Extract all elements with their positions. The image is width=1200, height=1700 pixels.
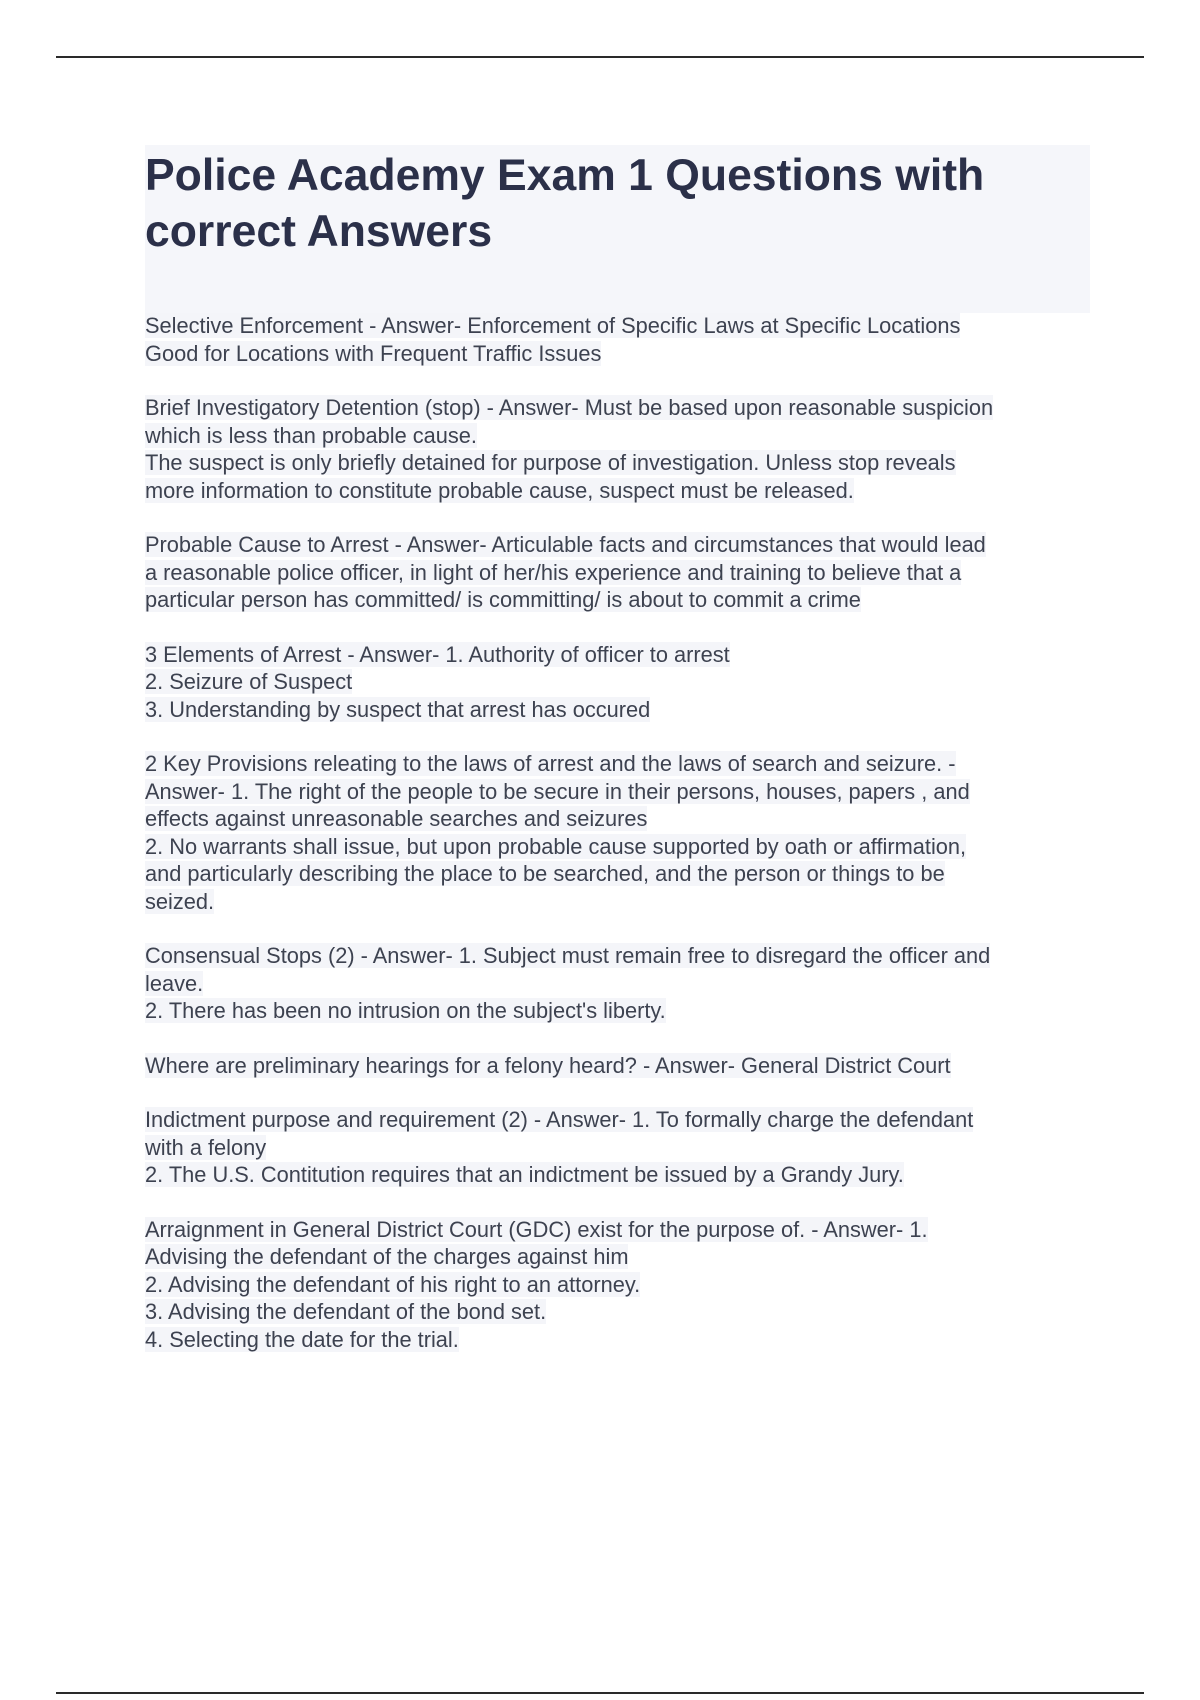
qa-line: Consensual Stops (2) - Answer- 1. Subject must remain free to disregard the officer and [145,943,991,968]
qa-card-preliminary-hearings [145,1052,1090,1080]
top-rule [56,56,1144,58]
bottom-rule [56,1692,1144,1694]
qa-line: more information to constitute probable cause, suspect must be released. [145,477,854,503]
qa-line: effects against unreasonable searches and seizures [145,806,648,831]
qa-line: 2 Key Provisions releating to the laws of arrest and the laws of search and seizure. - [145,751,956,776]
qa-line: Arraignment in General District Court (GDC) exist for the purpose of. - Answer- 1. [145,1216,928,1242]
qa-line: seized. [145,888,215,914]
qa-line: Brief Investigatory Detention (stop) - Answer- Must be based upon reasonable suspicion [145,395,994,420]
qa-line: and particularly describing the place to be searched, and the person or things to be [145,861,945,886]
qa-line: Good for Locations with Frequent Traffic Issues [145,340,602,366]
qa-card-indictment [145,1106,1090,1189]
qa-line: 2. There has been no intrusion on the subject's liberty. [145,998,666,1023]
title-line: correct Answers [145,207,493,256]
qa-line: 3. Advising the defendant of the bond set. [145,1299,547,1324]
qa-line: leave. [145,970,204,996]
qa-line: Where are preliminary hearings for a felony heard? - Answer- General District Court [145,1052,951,1078]
qa-card-probable-cause [145,531,1090,614]
qa-card-selective-enforcement [145,312,1090,367]
title-line: Police Academy Exam 1 Questions with [145,151,985,200]
qa-line: Advising the defendant of the charges against him [145,1244,629,1269]
qa-line: which is less than probable cause. [145,422,477,448]
qa-line: The suspect is only briefly detained for purpose of investigation. Unless stop reveals [145,450,956,475]
qa-line: Probable Cause to Arrest - Answer- Articulable facts and circumstances that would lead [145,532,986,557]
qa-line: with a felony [145,1134,267,1160]
document-title [145,145,1090,260]
qa-line: particular person has committed/ is committing/ is about to commit a crime [145,587,861,612]
qa-card-brief-detention [145,394,1090,504]
qa-line: a reasonable police officer, in light of her/his experience and training to believe that a [145,559,962,585]
qa-line: Selective Enforcement - Answer- Enforcement of Specific Laws at Specific Locations [145,313,961,338]
qa-card-consensual-stops [145,942,1090,1025]
qa-line: 2. No warrants shall issue, but upon probable cause supported by oath or affirmation, [145,833,967,859]
qa-line: 2. Seizure of Suspect [145,669,353,694]
title-block [145,145,1090,313]
qa-line: Answer- 1. The right of the people to be secure in their persons, houses, papers , and [145,778,970,804]
qa-list [145,312,1090,1380]
qa-card-elements-of-arrest [145,641,1090,724]
qa-card-arraignment [145,1216,1090,1354]
qa-line: 4. Selecting the date for the trial. [145,1326,459,1352]
qa-line: Indictment purpose and requirement (2) - Answer- 1. To formally charge the defendant [145,1107,974,1132]
qa-line: 3 Elements of Arrest - Answer- 1. Authority of officer to arrest [145,641,730,667]
qa-line: 2. Advising the defendant of his right to an attorney. [145,1271,641,1297]
qa-line: 2. The U.S. Contitution requires that an indictment be issued by a Grandy Jury. [145,1162,904,1187]
qa-card-key-provisions [145,750,1090,915]
qa-line: 3. Understanding by suspect that arrest has occured [145,696,651,722]
